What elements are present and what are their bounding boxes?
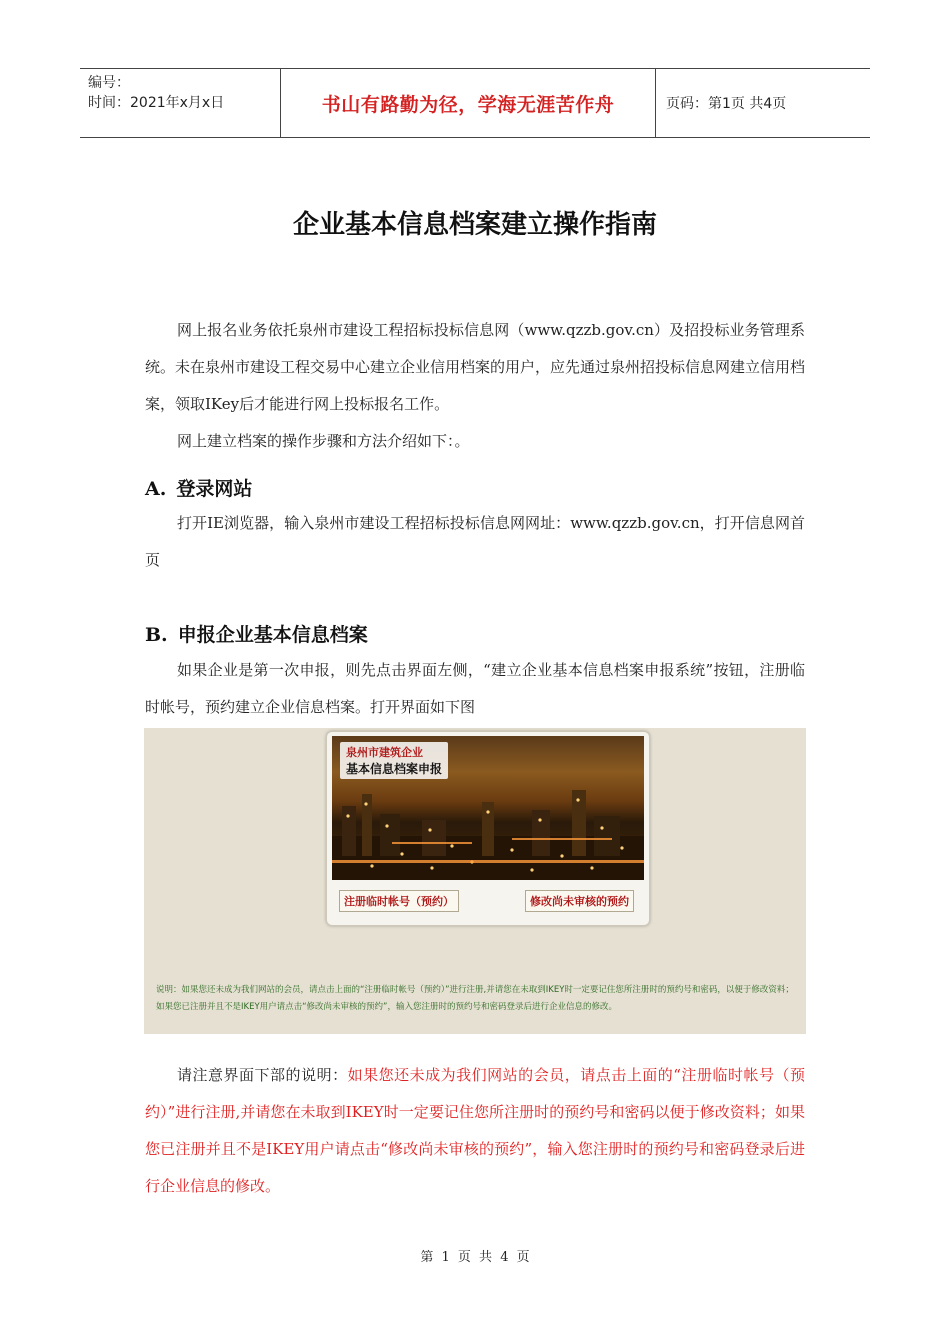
section-a-body: 打开IE浏览器，输入泉州市建设工程招标投标信息网网址：www.qzzb.gov.cn，打开信息网首页	[145, 514, 805, 569]
modify-pending-reservation-button[interactable]: 修改尚未审核的预约	[525, 890, 634, 912]
header-motto: 书山有路勤为径，学海无涯苦作舟	[280, 69, 656, 137]
portal-instructions: 说明：如果您还未成为我们网站的会员，请点击上面的“注册临时帐号（预约）”进行注册,并请您在未取到IKEY时一定要记住您所注册时的预约号和密码，以便于修改资料；如果您已注册并且不是IKEY用户请点击“修改尚未审核的预约”，输入您注册时的预约号和密码登录后进行企业信息的修改。	[156, 985, 794, 1012]
page-header	[80, 68, 870, 138]
document-title: 企业基本信息档案建立操作指南	[292, 210, 657, 240]
intro-paragraph-2: 网上建立档案的操作步骤和方法介绍如下：。	[177, 432, 470, 450]
city-night-photo	[332, 736, 644, 880]
embedded-screenshot	[144, 728, 806, 1034]
header-meta	[80, 69, 280, 137]
header-time: 时间：2021年x月x日	[88, 95, 225, 111]
section-a-letter: A.	[145, 478, 167, 500]
section-b-heading	[145, 620, 368, 647]
note-red-text: 如果您还未成为我们网站的会员，请点击上面的“注册临时帐号（预约）”进行注册,并请您在未取到IKEY时一定要记住您所注册时的预约号和密码以便于修改资料；如果您已注册并且不是IKEY用户请点击“修改尚未审核的预约”，输入您注册时的预约号和密码登录后进行企业信息的修改。	[145, 1066, 805, 1195]
portal-title-line1: 泉州市建筑企业	[346, 746, 423, 759]
page-footer: 第 1 页 共 4 页	[420, 1250, 530, 1265]
section-b-body: 如果企业是第一次申报，则先点击界面左侧，“建立企业基本信息档案申报系统”按钮，注册临时帐号，预约建立企业信息档案。打开界面如下图	[145, 661, 805, 716]
note-prefix: 请注意界面下部的说明：	[177, 1066, 348, 1084]
section-b-letter: B.	[145, 624, 168, 646]
portal-card	[326, 731, 650, 926]
header-number: 编号：	[88, 75, 130, 91]
section-a-heading	[145, 474, 252, 501]
register-temp-account-button[interactable]: 注册临时帐号（预约）	[339, 890, 459, 912]
intro-paragraph-1: 网上报名业务依托泉州市建设工程招标投标信息网（www.qzzb.gov.cn）及招投标业务管理系统。未在泉州市建设工程交易中心建立企业信用档案的用户，应先通过泉州招投标信息网建立信用档案，领取IKey后才能进行网上投标报名工作。	[145, 321, 806, 413]
portal-title	[340, 742, 448, 779]
section-a-title: 登录网站	[176, 478, 253, 500]
section-b-title: 申报企业基本信息档案	[177, 624, 368, 646]
note-paragraph	[145, 1057, 805, 1205]
portal-title-line2: 基本信息档案申报	[346, 762, 443, 776]
city-skyline-image	[332, 776, 644, 880]
header-page-info: 页码：第1页 共4页	[666, 96, 787, 112]
